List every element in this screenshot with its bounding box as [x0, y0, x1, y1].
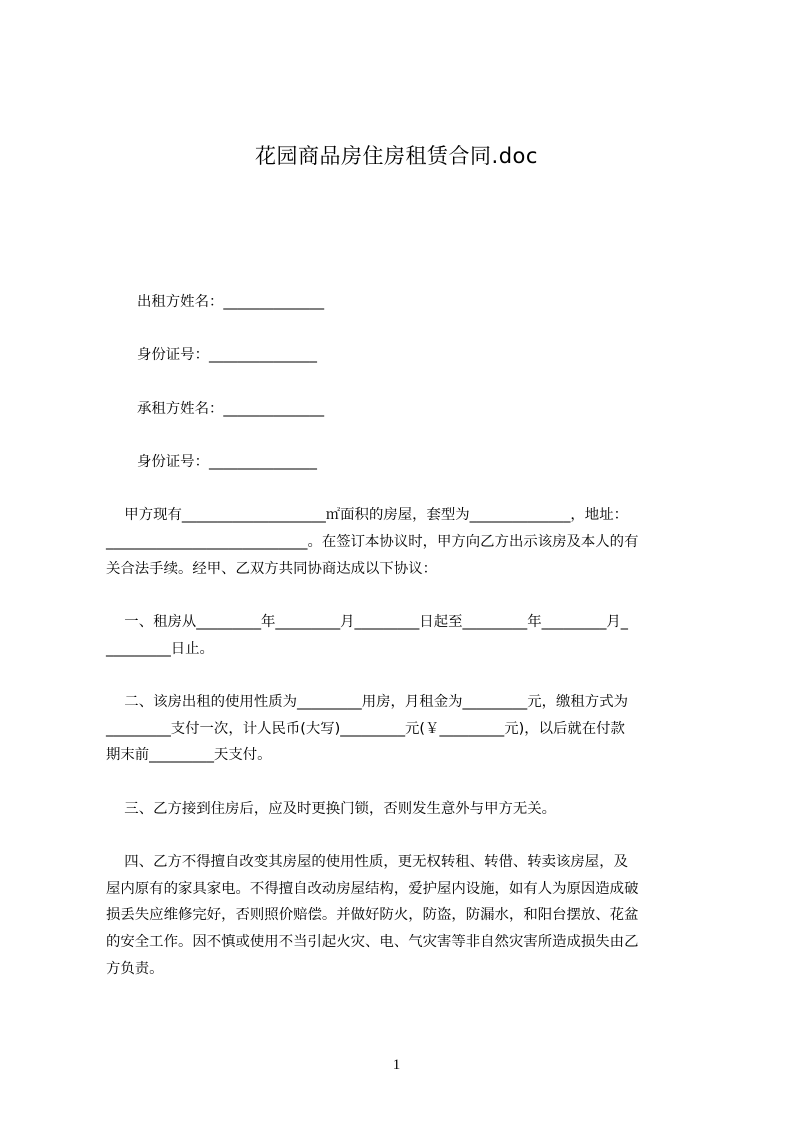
clause-1-line: _________日止。 — [106, 641, 214, 657]
clause-3-line: 三、乙方接到住房后，应及时更换门锁，否则发生意外与甲方无关。 — [106, 801, 557, 817]
preamble-line: ____________________________。在签订本协议时，甲方向乙方出示该房及本人的有 — [106, 534, 639, 550]
preamble-line: 甲方现有____________________㎡面积的房屋，套型为______________，地址： — [106, 507, 628, 523]
clause-2-line: 期末前_________天支付。 — [106, 747, 272, 763]
lessee-name-field: 承租方姓名：______________ — [137, 401, 325, 417]
preamble-line: 关合法手续。经甲、乙双方共同协商达成以下协议： — [106, 561, 437, 577]
lessor-id-field: 身份证号：_______________ — [137, 347, 317, 363]
clause-2-line: _________支付一次，计人民币(大写)_________元(￥_________元)，以后就在付款 — [106, 721, 625, 737]
clause-4-line: 屋内原有的家具家电。不得擅自改动房屋结构，爱护屋内设施，如有人为原因造成破 — [106, 881, 639, 897]
lessee-id-field: 身份证号：_______________ — [137, 454, 317, 470]
clause-4-line: 四、乙方不得擅自改变其房屋的使用性质，更无权转租、转借、转卖该房屋，及 — [106, 854, 628, 870]
lessor-name-field: 出租方姓名：______________ — [137, 294, 325, 310]
page-number: 1 — [392, 1057, 401, 1073]
clause-2-line: 二、该房出租的使用性质为_________用房，月租金为_________元，缴租方式为 — [106, 694, 628, 710]
document-title: 花园商品房住房租赁合同.doc — [255, 144, 538, 168]
clause-1-line: 一、租房从_________年_________月_________日起至_________年_________月_ — [106, 614, 628, 630]
clause-4-line: 损丢失应维修完好，否则照价赔偿。并做好防火，防盗，防漏水，和阳台摆放、花盆 — [106, 907, 639, 923]
clause-4-line: 方负责。 — [106, 961, 164, 977]
clause-4-line: 的安全工作。因不慎或使用不当引起火灾、电、气灾害等非自然灾害所造成损失由乙 — [106, 934, 639, 950]
